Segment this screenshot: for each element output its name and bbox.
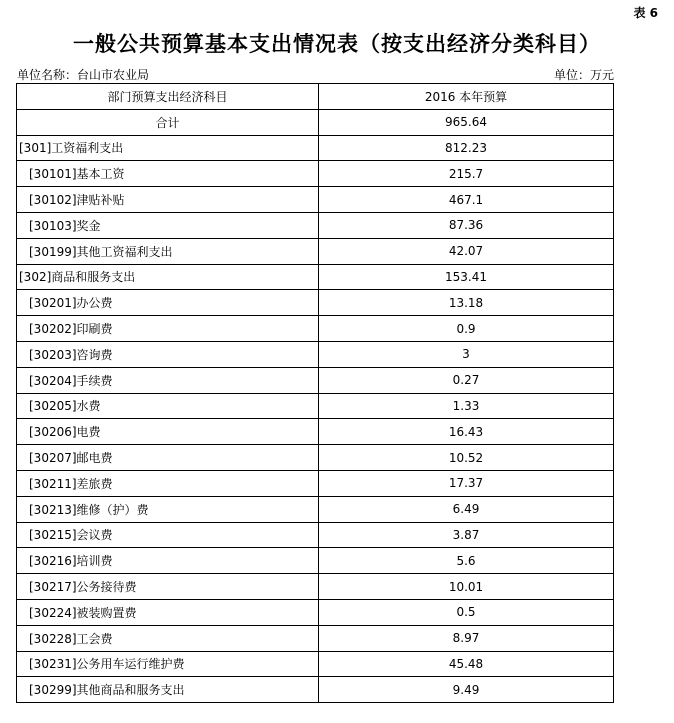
- table-row: [17, 496, 614, 522]
- table-row: [17, 548, 614, 574]
- row-value: 8.97: [319, 625, 614, 651]
- row-name: [30202]印刷费: [17, 316, 319, 342]
- budget-table: [16, 83, 614, 703]
- table-row: [17, 135, 614, 161]
- row-name: [30207]邮电费: [17, 445, 319, 471]
- row-value: 9.49: [319, 677, 614, 703]
- table-row: [17, 599, 614, 625]
- row-value: 3: [319, 341, 614, 367]
- table-row: [17, 290, 614, 316]
- row-name: 合计: [17, 109, 319, 135]
- row-value: 467.1: [319, 187, 614, 213]
- row-name: [30102]津贴补贴: [17, 187, 319, 213]
- unit-name-label: 单位名称：台山市农业局: [17, 68, 150, 82]
- row-name: [30205]水费: [17, 393, 319, 419]
- row-value: 5.6: [319, 548, 614, 574]
- row-value: 10.52: [319, 445, 614, 471]
- row-value: 1.33: [319, 393, 614, 419]
- row-name: [30201]办公费: [17, 290, 319, 316]
- table-row: [17, 651, 614, 677]
- table-row: [17, 367, 614, 393]
- row-name: [30216]培训费: [17, 548, 319, 574]
- row-name: [30213]维修（护）费: [17, 496, 319, 522]
- row-name: [301]工资福利支出: [17, 135, 319, 161]
- row-value: 17.37: [319, 470, 614, 496]
- table-number: 表 6: [633, 6, 658, 20]
- row-value: 10.01: [319, 574, 614, 600]
- unit-currency-label: 单位：万元: [553, 68, 614, 82]
- row-value: 0.5: [319, 599, 614, 625]
- table-header-row: [17, 84, 614, 110]
- row-name: [30217]公务接待费: [17, 574, 319, 600]
- row-name: [30199]其他工资福利支出: [17, 238, 319, 264]
- table-row: [17, 341, 614, 367]
- row-value: 87.36: [319, 212, 614, 238]
- row-name: [302]商品和服务支出: [17, 264, 319, 290]
- row-name: [30231]公务用车运行维护费: [17, 651, 319, 677]
- table-row: [17, 625, 614, 651]
- table-row: [17, 187, 614, 213]
- row-value: 42.07: [319, 238, 614, 264]
- header-budget: 2016 本年预算: [319, 84, 614, 110]
- table-row: [17, 161, 614, 187]
- table-row-total: [17, 109, 614, 135]
- row-value: 13.18: [319, 290, 614, 316]
- row-value: 215.7: [319, 161, 614, 187]
- row-name: [30299]其他商品和服务支出: [17, 677, 319, 703]
- table-row: [17, 574, 614, 600]
- row-name: [30203]咨询费: [17, 341, 319, 367]
- row-name: [30211]差旅费: [17, 470, 319, 496]
- table-row: [17, 445, 614, 471]
- table-row: [17, 419, 614, 445]
- table-row: [17, 522, 614, 548]
- table-row: [17, 238, 614, 264]
- row-value: 0.27: [319, 367, 614, 393]
- row-name: [30103]奖金: [17, 212, 319, 238]
- table-row: [17, 470, 614, 496]
- row-value: 45.48: [319, 651, 614, 677]
- row-name: [30206]电费: [17, 419, 319, 445]
- row-name: [30101]基本工资: [17, 161, 319, 187]
- row-value: 6.49: [319, 496, 614, 522]
- row-value: 965.64: [319, 109, 614, 135]
- row-value: 153.41: [319, 264, 614, 290]
- row-name: [30215]会议费: [17, 522, 319, 548]
- row-value: 16.43: [319, 419, 614, 445]
- header-subject: 部门预算支出经济科目: [17, 84, 319, 110]
- row-value: 0.9: [319, 316, 614, 342]
- row-name: [30224]被装购置费: [17, 599, 319, 625]
- table-row: [17, 316, 614, 342]
- table-row: [17, 264, 614, 290]
- row-name: [30204]手续费: [17, 367, 319, 393]
- table-row: [17, 212, 614, 238]
- table-row: [17, 677, 614, 703]
- row-value: 3.87: [319, 522, 614, 548]
- row-name: [30228]工会费: [17, 625, 319, 651]
- table-row: [17, 393, 614, 419]
- page-title: 一般公共预算基本支出情况表（按支出经济分类科目）: [73, 32, 601, 56]
- row-value: 812.23: [319, 135, 614, 161]
